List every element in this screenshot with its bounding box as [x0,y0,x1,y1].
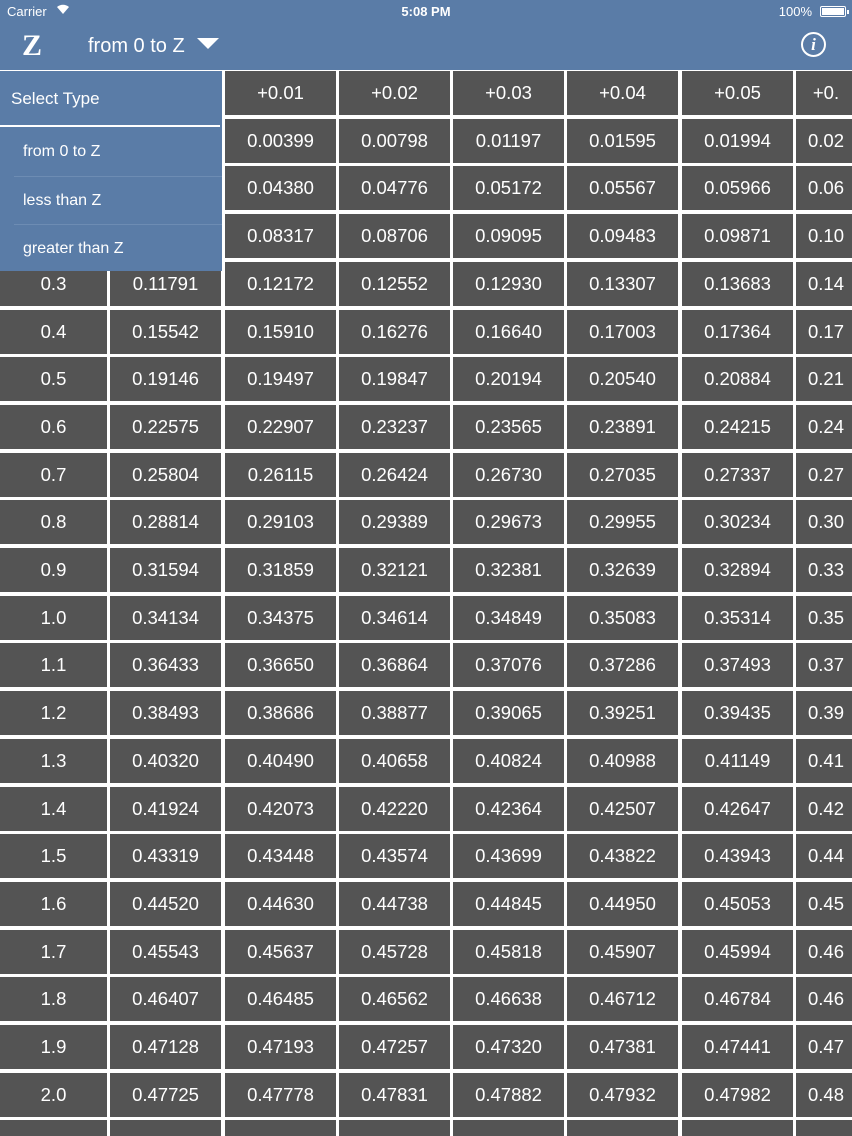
probability-cell: 0.16640 [453,310,564,354]
z-value-cell: 0.9 [0,548,107,592]
probability-cell: 0.43574 [339,834,450,878]
probability-cell: 0.41149 [682,739,793,783]
probability-cell: 0.45907 [567,930,678,974]
z-value-cell: 1.3 [0,739,107,783]
probability-cell: 0.44845 [453,882,564,926]
probability-cell: 0.27035 [567,453,678,497]
probability-cell: 0.25804 [110,453,221,497]
probability-cell: 0.40658 [339,739,450,783]
probability-cell: 0.23891 [567,405,678,449]
probability-cell: 0.32894 [682,548,793,592]
probability-cell: 0.43319 [110,834,221,878]
probability-cell: 0.31594 [110,548,221,592]
probability-cell: 0.41924 [110,787,221,831]
probability-cell: 0.09871 [682,214,793,258]
probability-cell: 0.47128 [110,1025,221,1069]
z-value-cell: 0.8 [0,500,107,544]
probability-cell: 0.16276 [339,310,450,354]
probability-cell: 0.46638 [453,977,564,1021]
probability-cell: 0.43699 [453,834,564,878]
probability-cell: 0.44738 [339,882,450,926]
probability-cell: 0.23565 [453,405,564,449]
probability-cell: 0.43943 [682,834,793,878]
probability-cell: 0.48 [796,1073,852,1117]
probability-cell: 0.47381 [567,1025,678,1069]
probability-cell: 0.42647 [682,787,793,831]
probability-cell [110,1120,221,1136]
option-label: less than Z [23,192,102,209]
option-greater-than-z[interactable] [0,225,222,273]
probability-cell: 0.01595 [567,119,678,163]
probability-cell: 0.45637 [225,930,336,974]
probability-cell: 0.44 [796,834,852,878]
probability-cell: 0.47320 [453,1025,564,1069]
probability-cell: 0.37286 [567,643,678,687]
probability-cell: 0.29955 [567,500,678,544]
column-header: +0.04 [567,71,678,115]
probability-cell: 0.35083 [567,596,678,640]
z-value-cell: 1.4 [0,787,107,831]
probability-cell: 0.47831 [339,1073,450,1117]
probability-cell: 0.12552 [339,262,450,306]
nav-bar [0,22,852,70]
probability-cell: 0.46 [796,930,852,974]
probability-cell: 0.12930 [453,262,564,306]
z-value-cell: 1.9 [0,1025,107,1069]
probability-cell: 0.35 [796,596,852,640]
probability-cell: 0.44520 [110,882,221,926]
status-bar [0,0,852,22]
carrier-label: Carrier [7,4,47,19]
z-value-cell: 0.5 [0,357,107,401]
probability-cell: 0.08317 [225,214,336,258]
type-selector[interactable] [88,35,219,58]
probability-cell: 0.26115 [225,453,336,497]
probability-cell: 0.39435 [682,691,793,735]
probability-cell: 0.45543 [110,930,221,974]
probability-cell: 0.22575 [110,405,221,449]
probability-cell: 0.39065 [453,691,564,735]
probability-cell: 0.20540 [567,357,678,401]
option-less-than-z[interactable] [0,177,222,225]
probability-cell: 0.09095 [453,214,564,258]
probability-cell: 0.36650 [225,643,336,687]
z-value-cell [0,1120,107,1136]
battery-icon [820,6,846,17]
probability-cell: 0.47441 [682,1025,793,1069]
probability-cell: 0.42220 [339,787,450,831]
probability-cell: 0.42364 [453,787,564,831]
probability-cell: 0.27 [796,453,852,497]
z-value-cell: 1.7 [0,930,107,974]
probability-cell: 0.46712 [567,977,678,1021]
probability-cell: 0.10 [796,214,852,258]
probability-cell [567,1120,678,1136]
probability-cell: 0.24 [796,405,852,449]
probability-cell: 0.17003 [567,310,678,354]
probability-cell: 0.17364 [682,310,793,354]
probability-cell: 0.47932 [567,1073,678,1117]
column-header: +0. [796,71,852,115]
probability-cell: 0.44630 [225,882,336,926]
dropdown-separator [0,125,220,127]
probability-cell: 0.38877 [339,691,450,735]
probability-cell: 0.11791 [110,262,221,306]
z-value-cell: 0.7 [0,453,107,497]
probability-cell: 0.47882 [453,1073,564,1117]
probability-cell: 0.47193 [225,1025,336,1069]
probability-cell: 0.19847 [339,357,450,401]
probability-cell [453,1120,564,1136]
probability-cell: 0.45818 [453,930,564,974]
probability-cell: 0.00798 [339,119,450,163]
probability-cell: 0.46407 [110,977,221,1021]
column-header: +0.02 [339,71,450,115]
select-type-dropdown [0,71,222,271]
probability-cell: 0.32381 [453,548,564,592]
z-value-cell: 1.0 [0,596,107,640]
probability-cell: 0.06 [796,166,852,210]
probability-cell: 0.39251 [567,691,678,735]
probability-cell: 0.31859 [225,548,336,592]
probability-cell [796,1120,852,1136]
probability-cell: 0.37076 [453,643,564,687]
probability-cell: 0.24215 [682,405,793,449]
probability-cell: 0.39 [796,691,852,735]
probability-cell: 0.20884 [682,357,793,401]
probability-cell: 0.27337 [682,453,793,497]
probability-cell: 0.33 [796,548,852,592]
probability-cell: 0.36433 [110,643,221,687]
probability-cell: 0.38686 [225,691,336,735]
probability-cell: 0.09483 [567,214,678,258]
probability-cell [225,1120,336,1136]
probability-cell: 0.05966 [682,166,793,210]
probability-cell: 0.26424 [339,453,450,497]
option-label: greater than Z [23,240,124,257]
probability-cell: 0.47725 [110,1073,221,1117]
probability-cell: 0.46784 [682,977,793,1021]
probability-cell: 0.29673 [453,500,564,544]
probability-cell: 0.05172 [453,166,564,210]
probability-cell: 0.45728 [339,930,450,974]
probability-cell: 0.38493 [110,691,221,735]
probability-cell: 0.34134 [110,596,221,640]
probability-cell: 0.45053 [682,882,793,926]
probability-cell: 0.34849 [453,596,564,640]
probability-cell: 0.34375 [225,596,336,640]
z-value-cell: 1.5 [0,834,107,878]
probability-cell: 0.46485 [225,977,336,1021]
probability-cell: 0.44950 [567,882,678,926]
probability-cell [682,1120,793,1136]
probability-cell: 0.45 [796,882,852,926]
probability-cell: 0.22907 [225,405,336,449]
probability-cell: 0.26730 [453,453,564,497]
probability-cell: 0.17 [796,310,852,354]
option-label: from 0 to Z [23,143,101,160]
probability-cell: 0.43822 [567,834,678,878]
probability-cell: 0.42073 [225,787,336,831]
probability-cell: 0.04776 [339,166,450,210]
probability-cell: 0.21 [796,357,852,401]
probability-cell: 0.47 [796,1025,852,1069]
probability-cell: 0.41 [796,739,852,783]
probability-cell: 0.47257 [339,1025,450,1069]
z-value-cell: 1.6 [0,882,107,926]
z-value-cell: 0.3 [0,262,107,306]
probability-cell: 0.29389 [339,500,450,544]
probability-cell: 0.04380 [225,166,336,210]
probability-cell: 0.34614 [339,596,450,640]
z-value-cell: 1.2 [0,691,107,735]
probability-cell: 0.45994 [682,930,793,974]
probability-cell: 0.36864 [339,643,450,687]
probability-cell: 0.46562 [339,977,450,1021]
z-value-cell: 0.4 [0,310,107,354]
probability-cell: 0.01197 [453,119,564,163]
probability-cell: 0.15910 [225,310,336,354]
probability-cell: 0.40988 [567,739,678,783]
z-value-cell: 2.0 [0,1073,107,1117]
probability-cell: 0.35314 [682,596,793,640]
probability-cell: 0.19146 [110,357,221,401]
column-header: +0.01 [225,71,336,115]
probability-cell: 0.32639 [567,548,678,592]
probability-cell: 0.13683 [682,262,793,306]
probability-cell: 0.12172 [225,262,336,306]
probability-cell: 0.20194 [453,357,564,401]
probability-cell: 0.08706 [339,214,450,258]
probability-cell: 0.28814 [110,500,221,544]
dropdown-title: Select Type [11,89,100,108]
app-logo: Z [22,29,43,62]
probability-cell: 0.32121 [339,548,450,592]
probability-cell: 0.01994 [682,119,793,163]
z-value-cell: 0.6 [0,405,107,449]
probability-cell: 0.37493 [682,643,793,687]
probability-cell: 0.42 [796,787,852,831]
probability-cell: 0.37 [796,643,852,687]
z-value-cell: 1.1 [0,643,107,687]
probability-cell: 0.40320 [110,739,221,783]
probability-cell: 0.29103 [225,500,336,544]
probability-cell: 0.30 [796,500,852,544]
probability-cell: 0.47982 [682,1073,793,1117]
probability-cell: 0.05567 [567,166,678,210]
probability-cell: 0.19497 [225,357,336,401]
info-icon[interactable]: i [801,32,826,57]
probability-cell: 0.40490 [225,739,336,783]
caret-down-icon [197,38,219,49]
probability-cell: 0.47778 [225,1073,336,1117]
battery-percent: 100% [778,4,812,19]
probability-cell: 0.23237 [339,405,450,449]
column-header: +0.05 [682,71,793,115]
probability-cell: 0.40824 [453,739,564,783]
probability-cell: 0.42507 [567,787,678,831]
probability-cell: 0.14 [796,262,852,306]
probability-cell: 0.13307 [567,262,678,306]
z-value-cell: 1.8 [0,977,107,1021]
option-from-0-to-z[interactable] [0,128,222,176]
probability-cell: 0.15542 [110,310,221,354]
column-header: +0.03 [453,71,564,115]
probability-cell [339,1120,450,1136]
probability-cell: 0.46 [796,977,852,1021]
probability-cell: 0.30234 [682,500,793,544]
selected-type-label: from 0 to Z [88,35,185,57]
probability-cell: 0.02 [796,119,852,163]
probability-cell: 0.43448 [225,834,336,878]
status-time: 5:08 PM [401,4,451,19]
probability-cell: 0.00399 [225,119,336,163]
